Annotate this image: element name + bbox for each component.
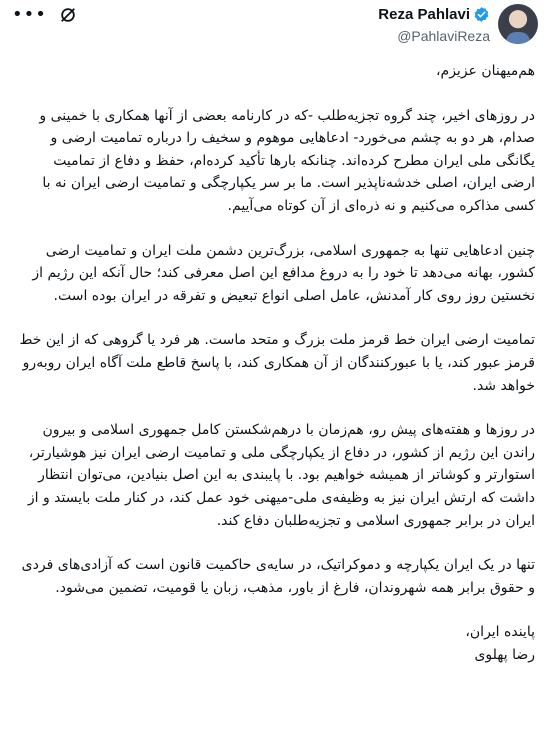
post-signature: رضا پهلوی [474,646,535,663]
author-name-row[interactable] [378,6,490,23]
post-body [15,60,535,666]
post-greeting: هم‌میهنان عزیزم، [436,63,535,79]
post-paragraph: تمامیت ارضی ایران خط قرمز ملت بزرگ و متحد ماست. هر فرد یا گروهی که از این خط قرمز عبور کند، یا با عبورکنندگان از آن همکاری کند، با پاسخ قاطع ملت آگاه ایران روبه‌رو خواهد شد. [19,332,535,394]
avatar[interactable] [498,4,538,44]
post-actions-top [12,6,77,24]
verified-badge-icon [473,6,490,23]
post-paragraph: تنها در یک ایران یکپارچه و دموکراتیک، در سایه‌ی حاکمیت قانون است که آزادی‌های فردی و حقوق برابر همه شهروندان، فارغ از باور، مذهب، زبان یا قومیت، تضمین می‌شود. [21,557,535,596]
author-handle[interactable]: @PahlaviReza [397,28,490,44]
grok-icon[interactable] [59,6,77,24]
post-paragraph: چنین ادعاهایی تنها به جمهوری اسلامی، بزرگ‌ترین دشمن ملت ایران و تمامیت ارضی کشور، بهانه می‌دهد تا خود را به دروغ مدافع این اصل معرفی کند؛ حال آنکه این رژیم از نخستین روز روی کار آمدنش، عامل اصلی انواع تبعیض و تفرقه در ایران بوده است. [32,242,535,304]
post-paragraph: در روزهای اخیر، چند گروه تجزیه‌طلب -که در کارنامه بعضی از آنها همکاری با خمینی و صدام، هر دو به چشم می‌خورد- ادعاهایی موهوم و سخیف را درباره تمامیت ارضی و یگانگی ملی ایران مطرح کرده‌اند. چنانکه بارها تأکید کرده‌ام، حفظ و دفاع از تمامیت ارضی ایران، اصلی خدشه‌ناپذیر است. ما بر سر یکپارچگی و تمامیت ارضی ایران نه با کسی مذاکره می‌کنیم و نه ذره‌ای از آن کوتاه می‌آییم. [39,107,535,214]
post-paragraph: در روزها و هفته‌های پیش رو، هم‌زمان با درهم‌شکستن کامل جمهوری اسلامی و بیرون راندن این رژیم از کشور، در دفاع از یکپارچگی ملی و تمامیت ارضی ایران نیز هوشیارتر، استوارتر و کوشاتر از همیشه خواهیم بود. با پایبندی به این اصل بنیادین، می‌توان انتظار داشت که ارتش ایران نیز به وظیفه‌ی ملی-میهنی خود عمل کند، در کنار ملت بایستد و از ایران در برابر جمهوری اسلامی و تجزیه‌طلبان دفاع کند. [27,422,535,529]
more-options-icon[interactable]: ••• [12,4,47,25]
post-header [0,0,548,56]
post-closing: پاینده ایران، [465,624,535,641]
author-name[interactable]: Reza Pahlavi [378,6,470,23]
